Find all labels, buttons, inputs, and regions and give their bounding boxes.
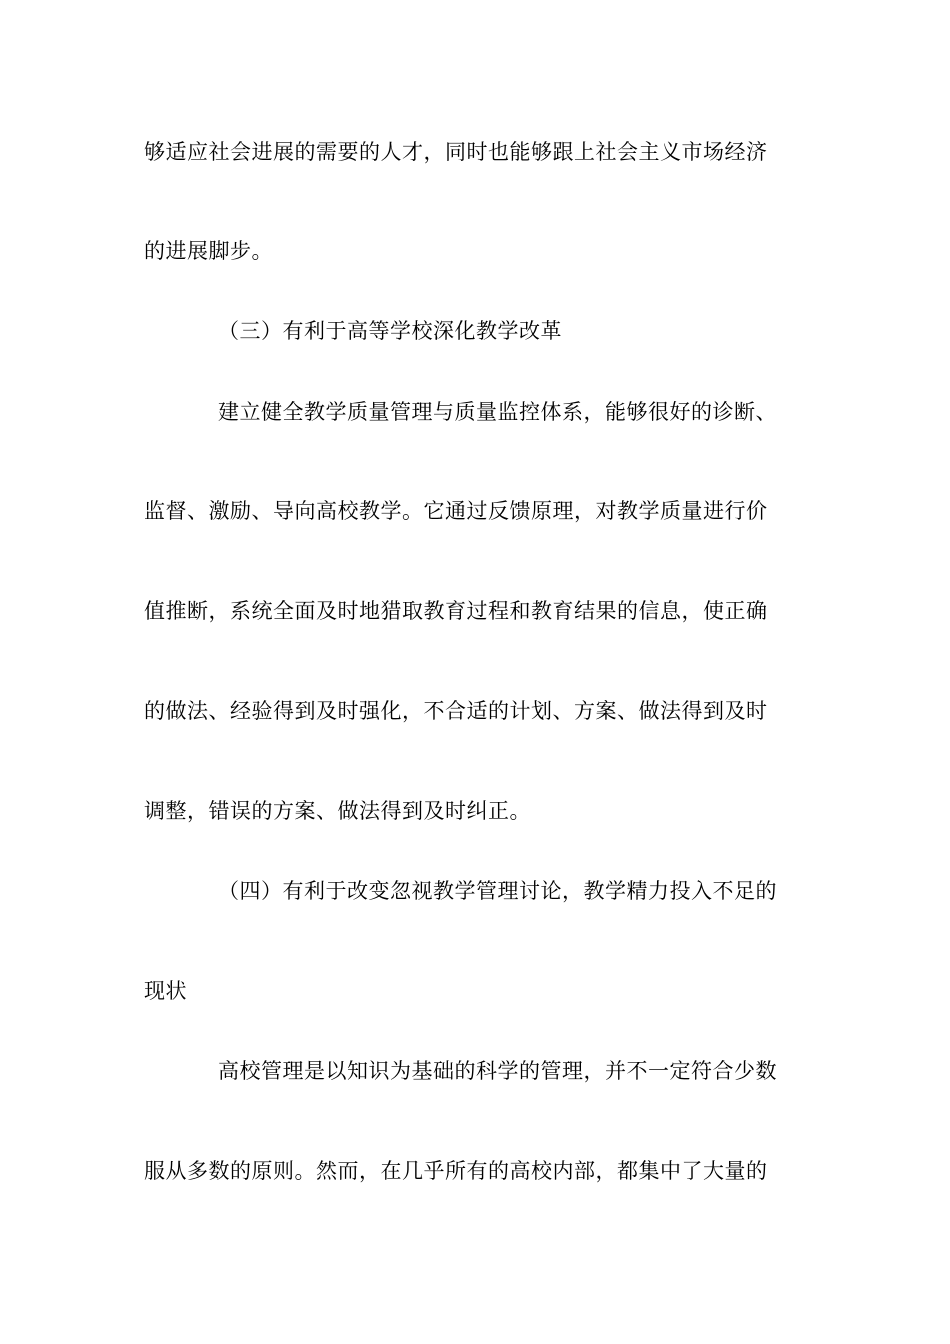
paragraph-line: 的进展脚步。 [144,239,273,263]
paragraph-line: 监督、激励、导向高校教学。它通过反馈原理，对教学质量进行价 [144,499,768,523]
paragraph-line: 服从多数的原则。然而，在几乎所有的高校内部，都集中了大量的 [144,1159,768,1183]
section-heading: （四）有利于改变忽视教学管理讨论，教学精力投入不足的 [218,879,777,903]
paragraph-line: 调整，错误的方案、做法得到及时纠正。 [144,799,531,823]
paragraph-line: 值推断，系统全面及时地猎取教育过程和教育结果的信息，使正确 [144,599,768,623]
paragraph-line: 的做法、经验得到及时强化，不合适的计划、方案、做法得到及时 [144,699,768,723]
section-heading-continuation: 现状 [144,979,187,1003]
paragraph-line: 高校管理是以知识为基础的科学的管理，并不一定符合少数 [218,1059,777,1083]
paragraph-line: 建立健全教学质量管理与质量监控体系，能够很好的诊断、 [218,400,777,424]
paragraph-line: 够适应社会进展的需要的人才，同时也能够跟上社会主义市场经济 [144,140,768,164]
section-heading: （三）有利于高等学校深化教学改革 [218,319,562,343]
